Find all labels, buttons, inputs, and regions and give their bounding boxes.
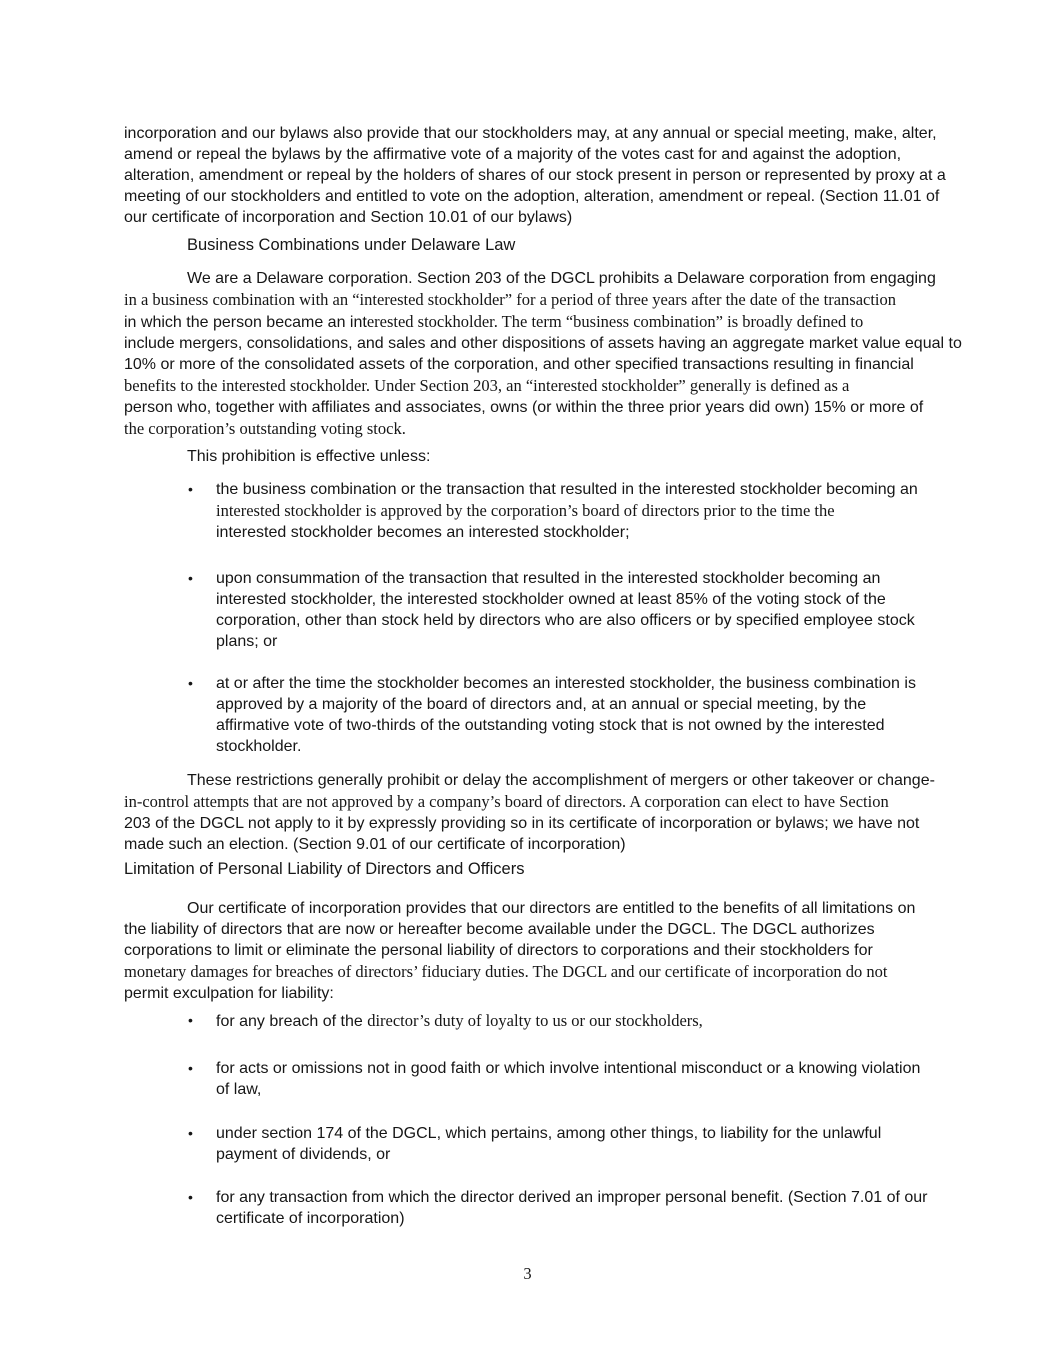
text-segment: amend or repeal the bylaws by the affirmative vote of a majority of the votes cast for and against the adoption,	[124, 146, 902, 163]
paragraph-exculpation-line-3	[124, 940, 1055, 961]
text-segment: interested stockholder becomes an interested stockholder;	[216, 524, 630, 541]
bullet-85-percent-line-1	[216, 568, 1055, 589]
text-segment: erested stockholder. The term “business combination” is broadly defined to	[366, 312, 864, 331]
bullet-two-thirds-vote-line-1	[216, 673, 1055, 694]
text-segment: the liability of directors that are now or hereafter become available under the DGCL. The DGCL authorizes	[124, 921, 875, 938]
text-segment: director’s duty of loyalty to us or our stockholders,	[367, 1011, 703, 1030]
paragraph-restrictions-effect-line-4	[124, 834, 1055, 855]
page-number: 3	[523, 1264, 532, 1283]
bullet-two-thirds-vote-line-2	[216, 694, 1055, 715]
paragraph-section-203-line-2	[124, 289, 1055, 311]
text-segment: payment of dividends, or	[216, 1146, 391, 1163]
paragraph-section-203	[124, 268, 1055, 440]
heading-business-combinations	[124, 235, 1055, 256]
text-segment: interested stockholder is approved by the corporation’s board of directors prior to the time the	[216, 501, 835, 520]
text-segment: permit exculpation for liability:	[124, 985, 334, 1002]
text-segment: of law,	[216, 1081, 262, 1098]
text-segment: made such an election. (Section 9.01 of our certificate of incorporation)	[124, 836, 626, 853]
bullet-section-174	[124, 1123, 1055, 1165]
paragraph-bylaws-amendment-line-1	[124, 123, 1055, 144]
text-segment: for any breach of the	[216, 1013, 368, 1030]
bullet-bad-faith-acts	[124, 1058, 1055, 1100]
paragraph-restrictions-effect	[124, 770, 1055, 855]
text-segment: Limitation of Personal Liability of Directors and Officers	[124, 860, 525, 878]
paragraph-section-203-line-4	[124, 333, 1055, 354]
bullet-section-174-line-1	[216, 1123, 1055, 1144]
paragraph-section-203-line-7	[124, 397, 1055, 418]
paragraph-bylaws-amendment-line-4	[124, 186, 1055, 207]
text-segment: benefits to the interested stockholder. Under Section 203, an “interested stockholder” generally is defined as a	[124, 376, 850, 395]
text-segment: certificate of incorporation)	[216, 1210, 405, 1227]
text-segment: include mergers, consolidations, and sales and other dispositions of assets having an aggregate market value equal to	[124, 335, 962, 352]
text-segment: Business Combinations under Delaware Law	[187, 236, 516, 254]
text-segment: person who, together with affiliates and associates, owns (or within the three prior years did own) 15% or more of	[124, 399, 924, 416]
paragraph-restrictions-effect-line-1	[124, 770, 1055, 791]
bullet-icon: •	[188, 570, 193, 586]
text-segment: These restrictions generally prohibit or delay the accomplishment of mergers or other takeover or change-	[187, 772, 935, 789]
paragraph-exculpation-line-4	[124, 961, 1055, 983]
bullet-two-thirds-vote-line-4	[216, 736, 1055, 757]
text-segment: the corporation’s outstanding voting stock.	[124, 419, 406, 438]
text-segment: corporations to limit or eliminate the personal liability of directors to corporations and their stockholders for	[124, 942, 873, 959]
paragraph-prohibition-leadin	[124, 446, 1055, 467]
heading-limitation-of-liability	[124, 859, 1055, 880]
text-segment: the business combination or the transaction that resulted in the interested stockholder becoming an	[216, 481, 918, 498]
bullet-85-percent-line-2	[216, 589, 1055, 610]
paragraph-exculpation-line-5	[124, 983, 1055, 1004]
bullet-85-percent-line-4	[216, 631, 1055, 652]
bullet-board-approval-line-2	[216, 500, 1055, 522]
paragraph-section-203-line-3	[124, 311, 1055, 333]
text-segment: meeting of our stockholders and entitled to vote on the adoption, alteration, amendment or repeal. (Section 11.01 of	[124, 188, 940, 205]
bullet-board-approval-line-1	[216, 479, 1055, 500]
paragraph-bylaws-amendment-line-2	[124, 144, 1055, 165]
bullet-section-174-line-2	[216, 1144, 1055, 1165]
text-segment: stockholder.	[216, 738, 302, 755]
text-segment: alteration, amendment or repeal by the holders of shares of our stock present in person or represented by proxy at a	[124, 167, 946, 184]
bullet-icon: •	[188, 675, 193, 691]
paragraph-section-203-line-1	[124, 268, 1055, 289]
bullet-icon: •	[188, 1189, 193, 1205]
paragraph-bylaws-amendment-line-5	[124, 207, 1055, 228]
bullet-icon: •	[188, 481, 193, 497]
text-segment: upon consummation of the transaction that resulted in the interested stockholder becoming an	[216, 570, 881, 587]
document-blocks	[124, 123, 1055, 1229]
bullet-two-thirds-vote	[124, 673, 1055, 757]
text-segment: in a business combination with an “interested stockholder” for a period of three years after the date of the transaction	[124, 290, 897, 309]
bullet-85-percent	[124, 568, 1055, 652]
heading-limitation-of-liability-line-1	[124, 859, 1055, 880]
text-segment: for acts or omissions not in good faith or which involve intentional misconduct or a knowing violation	[216, 1060, 921, 1077]
paragraph-section-203-line-8	[124, 418, 1055, 440]
paragraph-section-203-line-5	[124, 354, 1055, 375]
paragraph-bylaws-amendment-line-3	[124, 165, 1055, 186]
text-segment: incorporation and our bylaws also provide that our stockholders may, at any annual or special meeting, make, alter,	[124, 125, 937, 142]
text-segment: at or after the time the stockholder becomes an interested stockholder, the business combination is	[216, 675, 916, 692]
text-segment: corporation, other than stock held by directors who are also officers or by specified employee stock	[216, 612, 915, 629]
bullet-improper-benefit-line-1	[216, 1187, 1055, 1208]
text-segment: Our certificate of incorporation provides that our directors are entitled to the benefits of all limitations on	[187, 900, 916, 917]
bullet-board-approval	[124, 479, 1055, 543]
bullet-improper-benefit	[124, 1187, 1055, 1229]
bullet-improper-benefit-line-2	[216, 1208, 1055, 1229]
bullet-icon: •	[188, 1125, 193, 1141]
bullet-board-approval-line-3	[216, 522, 1055, 543]
bullet-duty-of-loyalty-line-1	[216, 1010, 1055, 1032]
bullet-duty-of-loyalty	[124, 1010, 1055, 1032]
bullet-bad-faith-acts-line-1	[216, 1058, 1055, 1079]
paragraph-prohibition-leadin-line-1	[124, 446, 1055, 467]
text-segment: 203 of the DGCL not apply to it by expressly providing so in its certificate of incorporation or bylaws; we have not	[124, 815, 920, 832]
bullet-icon: •	[188, 1012, 193, 1028]
bullet-icon: •	[188, 1060, 193, 1076]
paragraph-exculpation-line-1	[124, 898, 1055, 919]
text-segment: 10% or more of the consolidated assets of the corporation, and other specified transactions resulting in financial	[124, 356, 914, 373]
text-segment: in-control attempts that are not approved by a company’s board of directors. A corporation can elect to have Section	[124, 792, 889, 811]
text-segment: We are a Delaware corporation. Section 203 of the DGCL prohibits a Delaware corporation from engaging	[187, 270, 936, 287]
bullet-two-thirds-vote-line-3	[216, 715, 1055, 736]
bullet-85-percent-line-3	[216, 610, 1055, 631]
paragraph-section-203-line-6	[124, 375, 1055, 397]
text-segment: monetary damages for breaches of directors’ fiduciary duties. The DGCL and our certificate of incorporation do not	[124, 962, 888, 981]
paragraph-exculpation	[124, 898, 1055, 1004]
paragraph-restrictions-effect-line-3	[124, 813, 1055, 834]
text-segment: under section 174 of the DGCL, which pertains, among other things, to liability for the unlawful	[216, 1125, 882, 1142]
text-segment: our certificate of incorporation and Section 10.01 of our bylaws)	[124, 209, 573, 226]
text-segment: interested stockholder, the interested stockholder owned at least 85% of the voting stock of the	[216, 591, 886, 608]
paragraph-bylaws-amendment	[124, 123, 1055, 228]
text-segment: This prohibition is effective unless:	[187, 448, 431, 465]
text-segment: for any transaction from which the director derived an improper personal benefit. (Section 7.01 of our	[216, 1189, 928, 1206]
text-segment: affirmative vote of two-thirds of the outstanding voting stock that is not owned by the interested	[216, 717, 885, 734]
text-segment: in which the person became an int	[124, 314, 367, 331]
text-segment: approved by a majority of the board of directors and, at an annual or special meeting, by the	[216, 696, 867, 713]
bullet-bad-faith-acts-line-2	[216, 1079, 1055, 1100]
heading-business-combinations-line-1	[124, 235, 1055, 256]
paragraph-restrictions-effect-line-2	[124, 791, 1055, 813]
text-segment: plans; or	[216, 633, 278, 650]
paragraph-exculpation-line-2	[124, 919, 1055, 940]
